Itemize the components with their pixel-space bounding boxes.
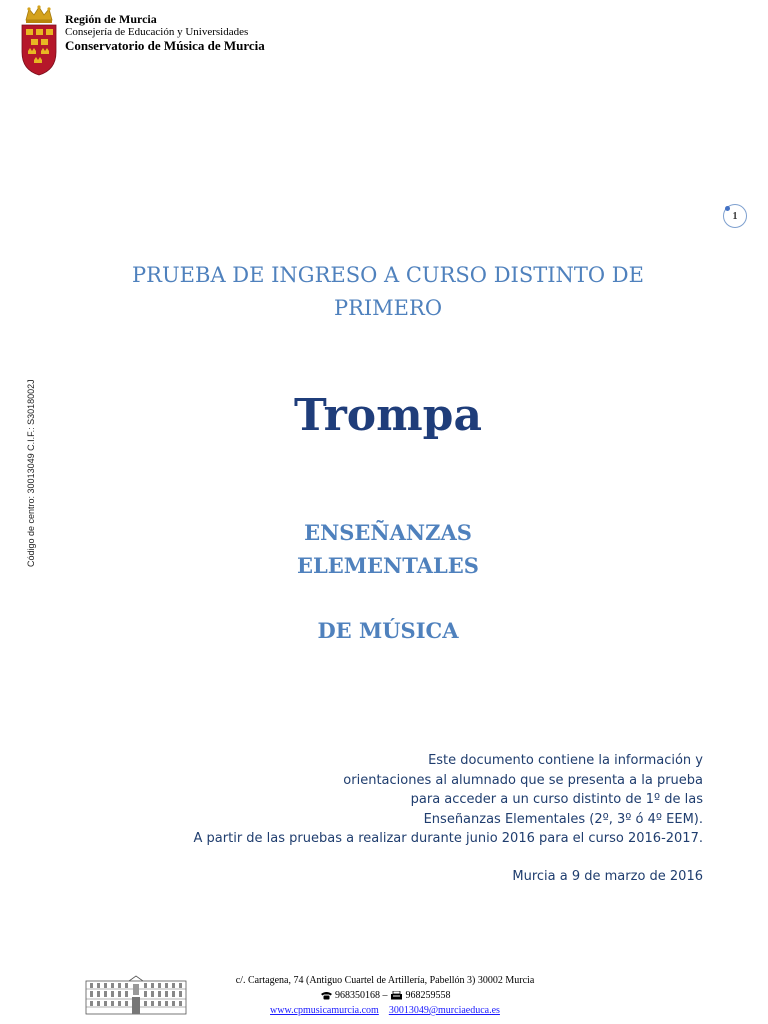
fax-number: 968259558 — [405, 990, 451, 1001]
letterhead — [20, 4, 265, 76]
conservatorio-name: Conservatorio de Música de Murcia — [65, 38, 265, 53]
title-line-1: PRUEBA DE INGRESO A CURSO DISTINTO DE — [132, 263, 644, 287]
telephone-icon — [320, 991, 333, 1000]
page-number: 1 — [732, 210, 738, 222]
fax-icon — [390, 991, 403, 1000]
email-link[interactable]: 30013049@murciaeduca.es — [388, 1005, 500, 1016]
subtitle-block — [0, 516, 768, 582]
info-line: A partir de las pruebas a realizar durante junio 2016 para el curso 2016-2017. — [193, 831, 703, 846]
badge-dot-icon — [725, 206, 730, 211]
phone-number: 968350168 — [335, 990, 380, 1001]
document-title — [0, 259, 768, 325]
footer-address: c/. Cartagena, 74 (Antiguo Cuartel de Artillería, Pabellón 3) 30002 Murcia — [235, 975, 535, 986]
info-line: Enseñanzas Elementales (2º, 3º ó 4º EEM). — [423, 811, 703, 827]
footer-phones — [220, 988, 550, 1003]
title-line-2: PRIMERO — [333, 296, 443, 320]
footer-contact — [220, 973, 550, 1018]
consejeria-name: Consejería de Educación y Universidades — [65, 26, 249, 38]
page-number-badge — [723, 204, 747, 228]
document-date: Murcia a 9 de marzo de 2016 — [512, 869, 703, 884]
region-crest-icon — [20, 4, 58, 76]
subtitle-line-3: DE MÚSICA — [317, 618, 459, 643]
subtitle-line-2: ELEMENTALES — [297, 553, 479, 578]
info-line: para acceder a un curso distinto de 1º de las — [410, 792, 703, 807]
region-name: Región de Murcia — [65, 12, 157, 26]
info-paragraph — [194, 751, 703, 849]
website-link[interactable]: www.cpmusicamurcia.com — [270, 1005, 379, 1016]
subtitle-line-1: ENSEÑANZAS — [304, 520, 472, 545]
instrument-title: Trompa — [294, 390, 482, 441]
center-code-vertical: Código de centro: 30013049 C.I.F.: S3018002J — [26, 379, 36, 567]
footer-links — [220, 1003, 550, 1018]
phone-separator: – — [382, 990, 388, 1001]
building-illustration-icon — [85, 975, 187, 1015]
info-line: Este documento contiene la información y — [428, 753, 703, 768]
info-line: orientaciones al alumnado que se presenta a la prueba — [343, 772, 703, 788]
